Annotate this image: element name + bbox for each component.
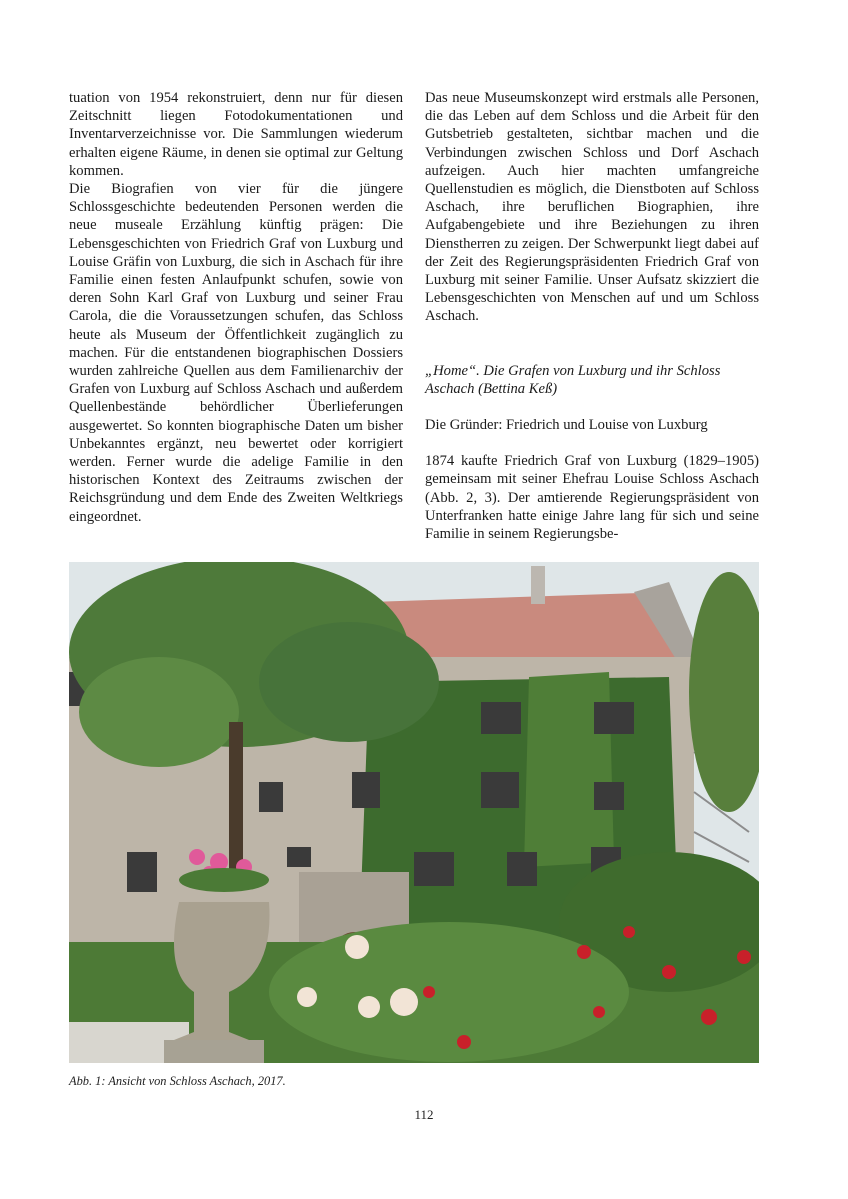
left-text-column [69, 89, 403, 526]
section-subheading: Die Gründer: Friedrich und Louise von Luxburg [425, 417, 708, 434]
right-paragraph-2: 1874 kaufte Friedrich Graf von Luxburg (1829–1905) gemeinsam mit seiner Ehefrau Louise Schloss Aschach (Abb. 2, 3). Der amtierende Regierungspräsident von Unterfranken hatte einige Jahre lang für sich und seine Familie in seinem Regierungsbe- [425, 453, 759, 543]
left-paragraph-1: tuation von 1954 rekonstruiert, denn nur für diesen Zeitschnitt liegen Fotodokumentationen und Inventarverzeichnisse vor. Die Sammlungen wiederum erhalten eigene Räume, in denen sie optimal zur Geltung kommen. [69, 90, 403, 179]
left-paragraph-2: Die Biografien von vier für die jüngere Schlossgeschichte bedeutenden Personen werden die neue museale Erzählung künftig prägen: Die Lebensgeschichten von Friedrich Graf von Luxburg und Louise Gräfin von Luxburg, die sich in Aschach für ihre Familie einen festen Anlaufpunkt schufen, sowie von deren Sohn Karl Graf von Luxburg und seiner Frau Carola, die die Voraussetzungen schufen, das Schloss heute als Museum der Öffentlichkeit zugänglich zu machen. Für die entstandenen biographischen Dossiers wurden zahlreiche Quellen aus dem Familienarchiv der Grafen von Luxburg auf Schloss Aschach und außerdem Quellenbestände behördlicher Überlieferungen ausgewertet. So konnten biographische Daten um bisher Unbekanntes ergänzt, neu bewertet oder korrigiert werden. Ferner wurde die adelige Familie in den historischen Kontext des Zeitraums zwischen der Reichsgründung und dem Ende des Zweiten Weltkriegs eingeordnet. [69, 181, 403, 525]
right-paragraph-1: Das neue Museumskonzept wird erstmals alle Personen, die das Leben auf dem Schloss und die Arbeit für den Gutsbetrieb gestalteten, sichtbar machen und die Verbindungen zwischen Schloss und Dorf Aschach aufzeigen. Auch hier machten umfangreiche Quellenstudien es möglich, die Dienstboten auf Schloss Aschach, ihre beruflichen Biographien, ihre Aufgabengebiete und ihre Beziehungen zu ihren Dienstherren zu zeigen. Der Schwerpunkt liegt dabei auf der Zeit des Regierungspräsidenten Friedrich Graf von Luxburg mit seiner Familie. Unser Aufsatz skizziert die Lebensgeschichten von Menschen auf und um Schloss Aschach. [425, 90, 759, 325]
castle-photo [69, 562, 759, 1063]
figure-caption: Abb. 1: Ansicht von Schloss Aschach, 2017. [69, 1074, 286, 1088]
page-number: 112 [414, 1107, 434, 1122]
section-heading: „Home“. Die Grafen von Luxburg und ihr Schloss Aschach (Bettina Keß) [425, 362, 721, 397]
right-text-column [425, 89, 759, 543]
